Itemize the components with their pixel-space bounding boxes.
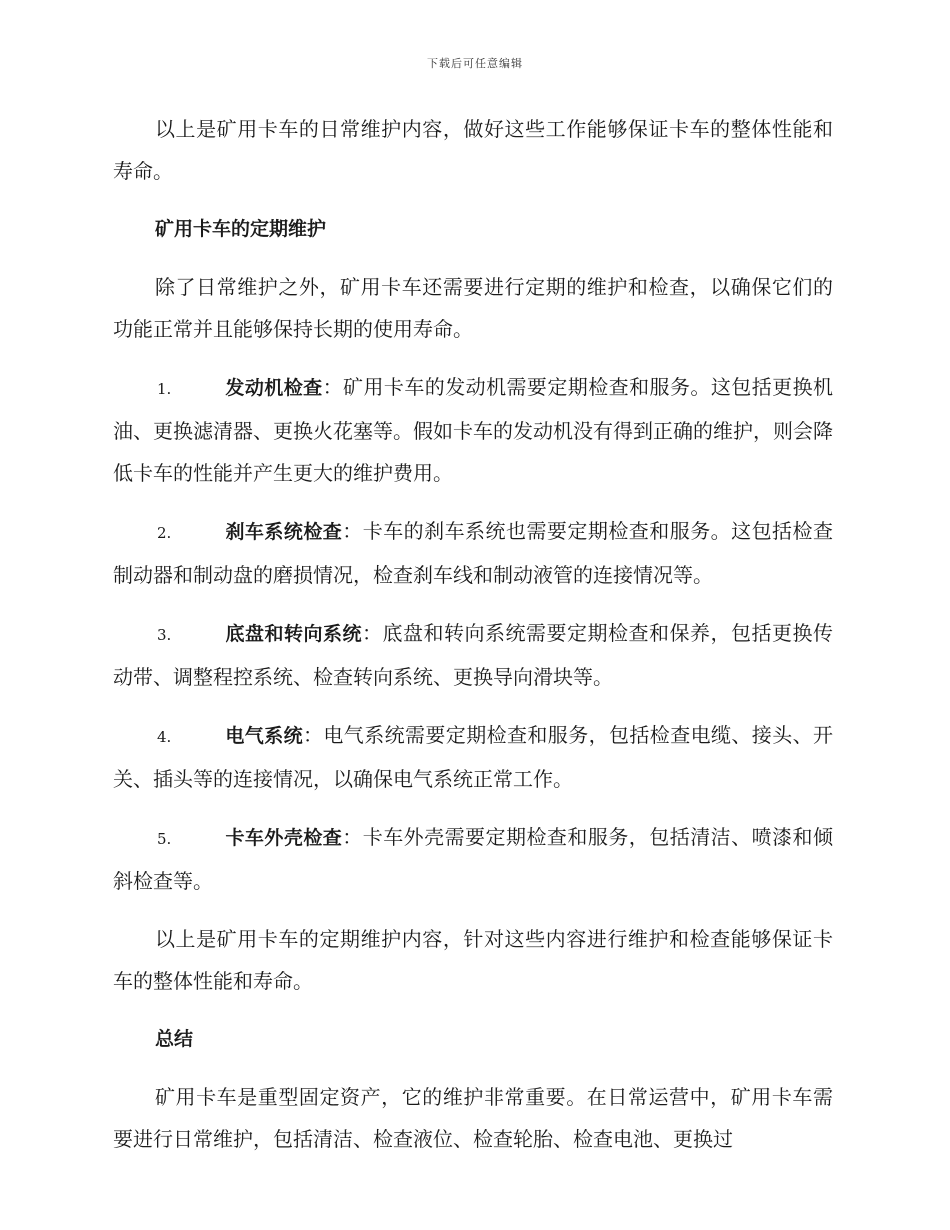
list-item-electrical [113,714,833,800]
list-term: 电气系统 [225,725,303,747]
list-text: ：卡车的刹车系统也需要定期检查和服务。这包括检查制动器和制动盘的磨损情况，检查刹车线和制动液管的连接情况等。 [113,519,833,587]
section-heading-summary: 总结 [155,1028,194,1050]
list-term: 卡车外壳检查 [225,827,343,849]
list-number: 2. [157,524,172,542]
intro-paragraph: 以上是矿用卡车的日常维护内容，做好这些工作能够保证卡车的整体性能和寿命。 [113,117,833,183]
list-item-engine [113,366,833,494]
summary-paragraph: 矿用卡车是重型固定资产，它的维护非常重要。在日常运营中，矿用卡车需要进行日常维护，包括清洁、检查液位、检查轮胎、检查电池、更换过 [113,1085,833,1151]
section-heading-periodic-maintenance: 矿用卡车的定期维护 [155,218,327,240]
list-number: 4. [157,728,172,746]
list-term: 发动机检查 [225,377,323,399]
list-item-chassis [113,612,833,698]
document-body [113,108,833,1176]
list-item-body-shell [113,816,833,902]
list-term: 底盘和转向系统 [225,623,362,645]
list-text: ：底盘和转向系统需要定期检查和保养，包括更换传动带、调整程控系统、检查转向系统、更换导向滑块等。 [113,621,833,689]
list-term: 刹车系统检查 [225,521,343,543]
periodic-maintenance-closing: 以上是矿用卡车的定期维护内容，针对这些内容进行维护和检查能够保证卡车的整体性能和寿命。 [113,927,833,993]
list-number: 1. [157,380,172,398]
periodic-maintenance-lead: 除了日常维护之外，矿用卡车还需要进行定期的维护和检查，以确保它们的功能正常并且能够保持长期的使用寿命。 [113,275,833,341]
list-text: ：电气系统需要定期检查和服务，包括检查电缆、接头、开关、插头等的连接情况，以确保电气系统正常工作。 [113,723,833,791]
page-header-note: 下载后可任意编辑 [427,57,523,70]
list-number: 3. [157,626,172,644]
list-text: ：矿用卡车的发动机需要定期检查和服务。这包括更换机油、更换滤清器、更换火花塞等。假如卡车的发动机没有得到正确的维护，则会降低卡车的性能并产生更大的维护费用。 [113,375,833,485]
list-item-brake [113,510,833,596]
list-number: 5. [157,830,172,848]
list-text: ：卡车外壳需要定期检查和服务，包括清洁、喷漆和倾斜检查等。 [113,825,833,893]
